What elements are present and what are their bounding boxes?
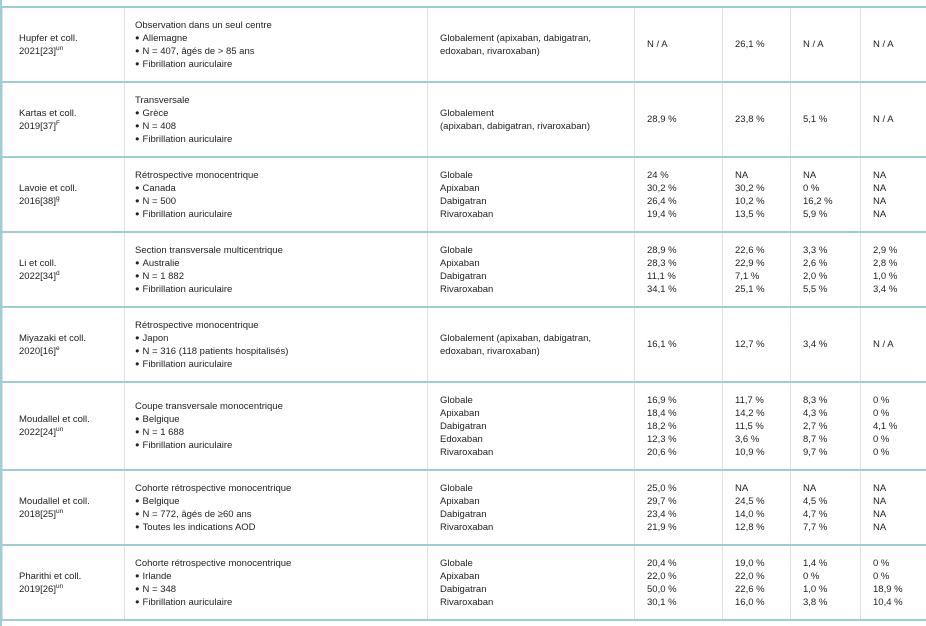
value-line: 18,2 % — [647, 420, 677, 432]
agent-line: Globalement (apixaban, dabigatran, — [440, 332, 592, 344]
study-year-ref — [19, 45, 118, 58]
value-line: 24,5 % — [735, 495, 765, 507]
design-bullet: ● Allemagne — [135, 32, 421, 45]
value-line: N / A — [873, 114, 894, 125]
value-line: 34,1 % — [647, 283, 677, 295]
agent-cell — [428, 307, 635, 382]
value-cell — [723, 382, 791, 470]
value-line: 8,7 % — [803, 433, 828, 445]
study-cell — [3, 470, 125, 545]
value-line: 22,0 % — [735, 570, 765, 582]
agent-cell — [428, 545, 635, 620]
value-line: 9,7 % — [803, 446, 828, 458]
design-cell — [125, 232, 428, 307]
value-line: 7,1 % — [735, 270, 760, 282]
study-year-ref — [19, 508, 118, 521]
table-row — [3, 82, 926, 157]
value-cell — [635, 232, 723, 307]
value-line: 22,0 % — [647, 570, 677, 582]
design-bullet: ● Belgique — [135, 413, 421, 426]
value-line: 14,2 % — [735, 407, 765, 419]
value-line: 30,2 % — [735, 182, 765, 194]
table-row — [3, 545, 926, 620]
value-cell — [861, 545, 926, 620]
value-line: 3,4 % — [803, 339, 828, 350]
study-cell — [3, 82, 125, 157]
value-line: 4,3 % — [803, 407, 828, 419]
value-line: 22,6 % — [735, 583, 765, 595]
agent-line: Apixaban — [440, 257, 480, 269]
value-line: NA — [873, 521, 887, 533]
value-line: 18,9 % — [873, 583, 903, 595]
value-line: 4,5 % — [803, 495, 828, 507]
table-row — [3, 307, 926, 382]
value-line: NA — [873, 182, 887, 194]
value-line: 0 % — [873, 394, 890, 406]
value-line: 16,2 % — [803, 195, 833, 207]
value-line: 14,0 % — [735, 508, 765, 520]
value-line: 10,9 % — [735, 446, 765, 458]
design-bullet: ● N = 407, âgés de > 85 ans — [135, 45, 421, 58]
design-cell — [125, 82, 428, 157]
design-title: Rétrospective monocentrique — [135, 169, 259, 181]
value-line: 11,1 % — [647, 270, 676, 282]
study-cell — [3, 7, 125, 82]
value-line: 8,3 % — [803, 394, 828, 406]
value-line: 2,0 % — [803, 270, 828, 282]
value-line: 0 % — [873, 433, 890, 445]
study-cell — [3, 307, 125, 382]
value-line: 5,1 % — [803, 114, 828, 125]
value-cell — [791, 382, 861, 470]
agent-line: Globale — [440, 244, 473, 256]
design-cell — [125, 470, 428, 545]
design-title: Cohorte rétrospective monocentrique — [135, 557, 292, 569]
value-line: 12,7 % — [735, 339, 765, 350]
value-cell — [723, 7, 791, 82]
value-line: 22,9 % — [735, 257, 765, 269]
value-line: 1,0 % — [873, 270, 898, 282]
agent-line: Edoxaban — [440, 433, 483, 445]
study-year-ref-text: 2018[25] — [19, 508, 56, 520]
value-line: 19,4 % — [647, 208, 677, 220]
value-line: 28,3 % — [647, 257, 677, 269]
value-cell — [635, 7, 723, 82]
design-cell — [125, 307, 428, 382]
study-year-ref — [19, 345, 118, 358]
value-cell — [635, 157, 723, 232]
value-line: 2,8 % — [873, 257, 898, 269]
agent-line: Globale — [440, 482, 473, 494]
value-cell — [861, 470, 926, 545]
value-line: 4,7 % — [803, 508, 828, 520]
study-year-ref-text: 2022[34] — [19, 270, 56, 282]
value-cell — [635, 307, 723, 382]
study-year-ref-text: 2019[37] — [19, 120, 56, 132]
value-line: N / A — [803, 39, 824, 50]
value-cell — [861, 382, 926, 470]
value-line: 25,1 % — [735, 283, 765, 295]
study-cell — [3, 232, 125, 307]
design-bullet: ● N = 1 882 — [135, 270, 421, 283]
value-line: 10,4 % — [873, 596, 903, 608]
design-bullet: ● Fibrillation auriculaire — [135, 439, 421, 452]
value-line: 26,1 % — [735, 39, 765, 50]
design-bullet: ● Fibrillation auriculaire — [135, 208, 421, 221]
study-footnote-mark: g — [55, 194, 60, 202]
value-line: NA — [873, 495, 887, 507]
design-bullet: ● N = 408 — [135, 120, 421, 133]
study-footnote-mark: F — [55, 119, 60, 127]
value-line: 30,2 % — [647, 182, 677, 194]
study-author: Moudallel et coll. — [19, 414, 90, 425]
agent-cell — [428, 82, 635, 157]
value-line: 28,9 % — [647, 244, 677, 256]
value-line: 29,7 % — [647, 495, 677, 507]
design-bullet: ● Grèce — [135, 107, 421, 120]
agent-cell — [428, 232, 635, 307]
value-line: NA — [873, 482, 887, 494]
value-line: 7,7 % — [803, 521, 828, 533]
agent-line: Globalement (apixaban, dabigatran, — [440, 32, 592, 44]
value-cell — [861, 7, 926, 82]
design-bullet: ● N = 500 — [135, 195, 421, 208]
value-line: 2,6 % — [803, 257, 828, 269]
study-year-ref — [19, 426, 118, 439]
design-bullet: ● Japon — [135, 332, 421, 345]
study-year-ref — [19, 195, 118, 208]
value-cell — [861, 157, 926, 232]
table-row — [3, 382, 926, 470]
value-line: 16,9 % — [647, 394, 677, 406]
value-cell — [723, 545, 791, 620]
value-line: 20,4 % — [647, 557, 677, 569]
value-line: 3,3 % — [803, 244, 828, 256]
value-cell — [861, 307, 926, 382]
value-line: NA — [873, 508, 887, 520]
study-year-ref — [19, 583, 118, 596]
agent-line: Dabigatran — [440, 270, 487, 282]
table-row — [3, 7, 926, 82]
study-author: Hupfer et coll. — [19, 32, 78, 44]
table-row — [3, 470, 926, 545]
study-year-ref-text: 2016[38] — [19, 195, 56, 207]
design-bullet: ● Canada — [135, 182, 421, 195]
value-line: 22,6 % — [735, 244, 765, 256]
value-line: 30,1 % — [647, 596, 677, 608]
agent-line: Rivaroxaban — [440, 208, 494, 220]
agent-line: Apixaban — [440, 570, 480, 582]
value-line: 0 % — [873, 446, 890, 458]
agent-cell — [428, 7, 635, 82]
value-line: 25,0 % — [647, 482, 677, 494]
study-footnote-mark: e — [55, 344, 60, 352]
study-author: Pharithi et coll. — [19, 570, 82, 582]
agent-line: Rivaroxaban — [440, 283, 494, 295]
results-table — [2, 6, 926, 621]
design-title: Section transversale multicentrique — [135, 244, 283, 256]
agent-line: Globale — [440, 557, 473, 569]
design-cell — [125, 382, 428, 470]
value-line: 2,7 % — [803, 420, 828, 432]
value-cell — [791, 7, 861, 82]
value-line: 2,9 % — [873, 244, 898, 256]
design-title: Coupe transversale monocentrique — [135, 401, 283, 412]
value-cell — [791, 82, 861, 157]
value-line: NA — [735, 482, 749, 494]
value-cell — [723, 157, 791, 232]
design-bullet: ● Fibrillation auriculaire — [135, 58, 421, 71]
value-cell — [791, 232, 861, 307]
study-footnote-mark: un — [55, 425, 64, 433]
table-row — [3, 232, 926, 307]
value-line: 20,6 % — [647, 446, 677, 458]
study-year-ref — [19, 270, 118, 283]
value-line: 26,4 % — [647, 195, 677, 207]
value-line: 5,5 % — [803, 283, 828, 295]
value-line: N / A — [873, 39, 894, 50]
value-line: 16,1 % — [647, 339, 677, 350]
design-bullet: ● Australie — [135, 257, 421, 270]
value-line: 12,8 % — [735, 521, 765, 533]
agent-line: Rivaroxaban — [440, 596, 494, 608]
study-cell — [3, 545, 125, 620]
study-year-ref-text: 2021[23] — [19, 45, 56, 57]
value-line: 24 % — [647, 169, 669, 181]
value-cell — [635, 470, 723, 545]
agent-cell — [428, 157, 635, 232]
value-line: NA — [803, 482, 817, 494]
agent-line: Globalement — [440, 107, 494, 119]
value-cell — [635, 545, 723, 620]
design-title: Rétrospective monocentrique — [135, 319, 259, 331]
design-bullet: ● N = 348 — [135, 583, 421, 596]
agent-line: Apixaban — [440, 182, 480, 194]
design-cell — [125, 7, 428, 82]
study-author: Kartas et coll. — [19, 107, 77, 119]
value-cell — [723, 232, 791, 307]
value-cell — [635, 82, 723, 157]
design-title: Observation dans un seul centre — [135, 19, 272, 31]
value-line: NA — [873, 169, 887, 181]
value-cell — [723, 307, 791, 382]
table-row — [3, 157, 926, 232]
value-cell — [861, 232, 926, 307]
value-line: 11,7 % — [735, 394, 764, 406]
design-bullet: ● N = 772, âgés de ≥60 ans — [135, 508, 421, 521]
value-line: 3,8 % — [803, 596, 828, 608]
study-author: Lavoie et coll. — [19, 182, 78, 194]
design-bullet: ● Fibrillation auriculaire — [135, 133, 421, 146]
agent-line: Dabigatran — [440, 583, 487, 595]
value-line: 23,4 % — [647, 508, 677, 520]
value-line: NA — [873, 208, 887, 220]
study-footnote-mark: un — [55, 44, 64, 52]
value-cell — [861, 82, 926, 157]
value-line: NA — [735, 169, 749, 181]
design-cell — [125, 157, 428, 232]
value-line: 3,4 % — [873, 283, 898, 295]
value-line: 23,8 % — [735, 114, 765, 125]
value-line: 0 % — [803, 570, 820, 582]
value-cell — [791, 545, 861, 620]
value-line: N / A — [647, 39, 668, 50]
study-year-ref-text: 2019[26] — [19, 583, 56, 595]
design-bullet: ● Fibrillation auriculaire — [135, 283, 421, 296]
design-bullet: ● Irlande — [135, 570, 421, 583]
value-line: 3,6 % — [735, 433, 760, 445]
study-cell — [3, 157, 125, 232]
design-bullet: ● N = 316 (118 patients hospitalisés) — [135, 345, 421, 358]
value-line: NA — [803, 169, 817, 181]
value-line: 12,3 % — [647, 433, 677, 445]
study-footnote-mark: d — [55, 269, 60, 277]
value-line: 4,1 % — [873, 420, 898, 432]
agent-line: Dabigatran — [440, 508, 487, 520]
value-cell — [723, 82, 791, 157]
agent-line: Apixaban — [440, 495, 480, 507]
agent-line: Dabigatran — [440, 420, 487, 432]
value-cell — [791, 157, 861, 232]
agent-line: Dabigatran — [440, 195, 487, 207]
design-title: Cohorte rétrospective monocentrique — [135, 482, 292, 494]
value-line: 1,0 % — [803, 583, 828, 595]
value-cell — [791, 470, 861, 545]
agent-line: Apixaban — [440, 407, 480, 419]
agent-line: Globale — [440, 169, 473, 181]
value-line: 0 % — [873, 407, 890, 419]
value-line: 0 % — [803, 182, 820, 194]
study-footnote-mark: un — [55, 507, 64, 515]
design-bullet: ● Fibrillation auriculaire — [135, 358, 421, 371]
value-line: 11,5 % — [735, 420, 764, 432]
study-footnote-mark: un — [55, 582, 64, 590]
design-title: Transversale — [135, 94, 190, 106]
study-year-ref-text: 2022[24] — [19, 427, 56, 438]
value-cell — [635, 382, 723, 470]
agent-line: Rivaroxaban — [440, 521, 494, 533]
design-bullet: ● Belgique — [135, 495, 421, 508]
value-line: 0 % — [873, 557, 890, 569]
study-year-ref-text: 2020[16] — [19, 345, 56, 357]
design-cell — [125, 545, 428, 620]
study-author: Moudallel et coll. — [19, 495, 90, 507]
agent-cell — [428, 382, 635, 470]
study-year-ref — [19, 120, 118, 133]
value-line: 21,9 % — [647, 521, 677, 533]
value-cell — [791, 307, 861, 382]
value-line: 50,0 % — [647, 583, 677, 595]
design-bullet: ● Fibrillation auriculaire — [135, 596, 421, 609]
design-bullet: ● N = 1 688 — [135, 426, 421, 439]
value-line: 1,4 % — [803, 557, 828, 569]
value-line: 19,0 % — [735, 557, 765, 569]
value-line: 0 % — [873, 570, 890, 582]
value-line: 13,5 % — [735, 208, 765, 220]
agent-line: Globale — [440, 394, 473, 406]
agent-line: edoxaban, rivaroxaban) — [440, 345, 540, 357]
study-author: Li et coll. — [19, 257, 57, 269]
value-cell — [723, 470, 791, 545]
value-line: 18,4 % — [647, 407, 677, 419]
value-line: NA — [873, 195, 887, 207]
value-line: 10,2 % — [735, 195, 765, 207]
value-line: 28,9 % — [647, 114, 677, 125]
study-author: Miyazaki et coll. — [19, 332, 87, 344]
agent-line: Rivaroxaban — [440, 446, 494, 458]
design-bullet: ● Toutes les indications AOD — [135, 521, 421, 534]
agent-cell — [428, 470, 635, 545]
agent-line: edoxaban, rivaroxaban) — [440, 45, 540, 57]
value-line: N / A — [873, 339, 894, 350]
agent-line: (apixaban, dabigatran, rivaroxaban) — [440, 120, 590, 132]
value-line: 16,0 % — [735, 596, 765, 608]
study-cell — [3, 382, 125, 470]
value-line: 5,9 % — [803, 208, 828, 220]
